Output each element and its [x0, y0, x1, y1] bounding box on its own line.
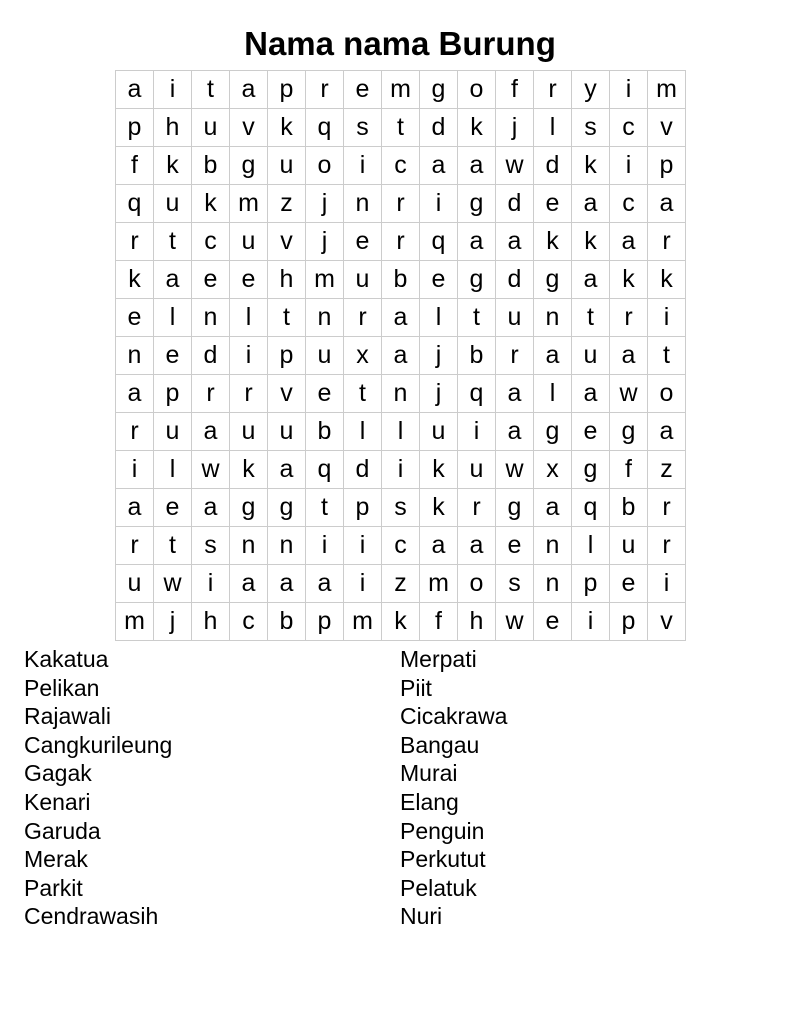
word-list-item: Rajawali [24, 703, 111, 730]
grid-cell[interactable]: r [496, 337, 534, 375]
grid-cell[interactable]: p [268, 71, 306, 109]
grid-cell[interactable]: m [648, 71, 686, 109]
grid-cell[interactable]: v [230, 109, 268, 147]
grid-cell[interactable]: d [420, 109, 458, 147]
grid-cell[interactable]: v [648, 603, 686, 641]
grid-cell[interactable]: y [572, 71, 610, 109]
grid-cell[interactable]: l [572, 527, 610, 565]
grid-cell[interactable]: n [306, 299, 344, 337]
grid-cell[interactable]: i [344, 147, 382, 185]
grid-cell[interactable]: u [230, 223, 268, 261]
grid-cell[interactable]: a [534, 489, 572, 527]
grid-cell[interactable]: q [306, 451, 344, 489]
grid-cell[interactable]: i [382, 451, 420, 489]
grid-cell[interactable]: a [116, 489, 154, 527]
grid-cell[interactable]: l [154, 299, 192, 337]
grid-cell[interactable]: e [610, 565, 648, 603]
grid-cell[interactable]: k [648, 261, 686, 299]
grid-cell[interactable]: p [154, 375, 192, 413]
grid-cell[interactable]: j [496, 109, 534, 147]
grid-cell[interactable]: k [230, 451, 268, 489]
grid-cell[interactable]: v [648, 109, 686, 147]
grid-cell[interactable]: j [154, 603, 192, 641]
grid-cell[interactable]: q [458, 375, 496, 413]
grid-cell[interactable]: k [572, 147, 610, 185]
grid-cell[interactable]: u [306, 337, 344, 375]
word-list-item: Gagak [24, 760, 92, 787]
grid-cell[interactable]: r [382, 223, 420, 261]
grid-cell[interactable]: t [268, 299, 306, 337]
grid-cell[interactable]: m [344, 603, 382, 641]
grid-cell[interactable]: j [306, 223, 344, 261]
grid-cell[interactable]: r [116, 223, 154, 261]
grid-cell[interactable]: p [572, 565, 610, 603]
grid-cell[interactable]: a [458, 527, 496, 565]
grid-cell[interactable]: t [192, 71, 230, 109]
grid-cell[interactable]: s [192, 527, 230, 565]
grid-cell[interactable]: a [420, 147, 458, 185]
grid-cell[interactable]: c [192, 223, 230, 261]
grid-cell[interactable]: a [572, 375, 610, 413]
grid-cell[interactable]: a [648, 413, 686, 451]
word-list-item: Pelatuk [400, 874, 477, 901]
grid-cell[interactable]: l [420, 299, 458, 337]
grid-cell[interactable]: o [306, 147, 344, 185]
grid-cell[interactable]: c [230, 603, 268, 641]
grid-cell[interactable]: c [382, 527, 420, 565]
grid-cell[interactable]: p [344, 489, 382, 527]
grid-cell[interactable]: t [458, 299, 496, 337]
grid-cell[interactable]: s [344, 109, 382, 147]
grid-cell[interactable]: m [306, 261, 344, 299]
grid-cell[interactable]: a [610, 223, 648, 261]
grid-cell[interactable]: t [306, 489, 344, 527]
grid-cell[interactable]: j [420, 337, 458, 375]
grid-cell[interactable]: x [534, 451, 572, 489]
grid-cell[interactable]: n [192, 299, 230, 337]
grid-cell[interactable]: i [648, 565, 686, 603]
grid-cell[interactable]: i [420, 185, 458, 223]
grid-cell[interactable]: b [192, 147, 230, 185]
grid-cell[interactable]: v [268, 223, 306, 261]
grid-cell[interactable]: i [458, 413, 496, 451]
grid-cell[interactable]: i [344, 527, 382, 565]
grid-cell[interactable]: i [648, 299, 686, 337]
grid-cell[interactable]: i [306, 527, 344, 565]
grid-cell[interactable]: q [306, 109, 344, 147]
grid-cell[interactable]: k [382, 603, 420, 641]
grid-cell[interactable]: r [534, 71, 572, 109]
grid-cell[interactable]: k [268, 109, 306, 147]
grid-cell[interactable]: a [268, 565, 306, 603]
grid-cell[interactable]: c [610, 185, 648, 223]
grid-cell[interactable]: g [610, 413, 648, 451]
grid-cell[interactable]: e [534, 185, 572, 223]
grid-cell[interactable]: i [610, 71, 648, 109]
grid-cell[interactable]: e [154, 337, 192, 375]
grid-cell[interactable]: u [116, 565, 154, 603]
grid-cell[interactable]: n [344, 185, 382, 223]
grid-cell[interactable]: a [192, 489, 230, 527]
word-list-left [24, 645, 172, 931]
grid-cell[interactable]: e [496, 527, 534, 565]
grid-cell[interactable]: u [192, 109, 230, 147]
grid-cell[interactable]: i [344, 565, 382, 603]
grid-cell[interactable]: e [192, 261, 230, 299]
grid-cell[interactable]: n [230, 527, 268, 565]
grid-cell[interactable]: a [230, 565, 268, 603]
grid-cell[interactable]: r [230, 375, 268, 413]
grid-cell[interactable]: m [420, 565, 458, 603]
grid-cell[interactable]: m [230, 185, 268, 223]
grid-cell[interactable]: b [268, 603, 306, 641]
grid-cell[interactable]: d [192, 337, 230, 375]
grid-cell[interactable]: w [154, 565, 192, 603]
grid-cell[interactable]: d [344, 451, 382, 489]
grid-cell[interactable]: r [648, 489, 686, 527]
word-search-grid [115, 70, 686, 641]
grid-cell[interactable]: k [154, 147, 192, 185]
grid-cell[interactable]: f [116, 147, 154, 185]
word-list-item: Merpati [400, 646, 477, 672]
grid-cell[interactable]: g [230, 147, 268, 185]
grid-cell[interactable]: e [344, 223, 382, 261]
grid-cell[interactable]: i [192, 565, 230, 603]
grid-cell[interactable]: e [306, 375, 344, 413]
grid-cell[interactable]: g [458, 261, 496, 299]
grid-cell[interactable]: i [572, 603, 610, 641]
grid-cell[interactable]: u [572, 337, 610, 375]
grid-cell[interactable]: p [648, 147, 686, 185]
grid-cell[interactable]: a [420, 527, 458, 565]
grid-cell[interactable]: o [458, 71, 496, 109]
grid-cell[interactable]: n [268, 527, 306, 565]
grid-cell[interactable]: e [230, 261, 268, 299]
grid-cell[interactable]: r [458, 489, 496, 527]
grid-cell[interactable]: i [116, 451, 154, 489]
grid-cell[interactable]: l [344, 413, 382, 451]
grid-cell[interactable]: b [610, 489, 648, 527]
grid-cell[interactable]: g [534, 261, 572, 299]
grid-cell[interactable]: m [382, 71, 420, 109]
grid-cell[interactable]: n [534, 527, 572, 565]
grid-cell[interactable]: s [382, 489, 420, 527]
grid-cell[interactable]: n [116, 337, 154, 375]
grid-cell[interactable]: r [648, 527, 686, 565]
grid-cell[interactable]: c [382, 147, 420, 185]
grid-cell[interactable]: z [382, 565, 420, 603]
grid-cell[interactable]: t [382, 109, 420, 147]
grid-cell[interactable]: s [496, 565, 534, 603]
grid-cell[interactable]: q [420, 223, 458, 261]
grid-cell[interactable]: l [534, 375, 572, 413]
grid-cell[interactable]: e [116, 299, 154, 337]
word-list-item: Murai [400, 760, 458, 787]
grid-cell[interactable]: j [420, 375, 458, 413]
grid-cell[interactable]: q [116, 185, 154, 223]
grid-cell[interactable]: g [420, 71, 458, 109]
grid-cell[interactable]: r [116, 413, 154, 451]
grid-cell[interactable]: x [344, 337, 382, 375]
grid-cell[interactable]: f [496, 71, 534, 109]
grid-cell[interactable]: a [458, 147, 496, 185]
word-list-item: Bangau [400, 731, 480, 758]
grid-cell[interactable]: s [572, 109, 610, 147]
word-list-item: Perkutut [400, 846, 486, 873]
grid-cell[interactable]: k [572, 223, 610, 261]
grid-cell[interactable]: r [344, 299, 382, 337]
grid-cell[interactable]: e [572, 413, 610, 451]
grid-cell[interactable]: k [534, 223, 572, 261]
grid-cell[interactable]: e [420, 261, 458, 299]
grid-cell[interactable]: b [306, 413, 344, 451]
grid-cell[interactable]: a [496, 223, 534, 261]
grid-cell[interactable]: d [496, 261, 534, 299]
grid-cell[interactable]: e [344, 71, 382, 109]
grid-cell[interactable]: t [344, 375, 382, 413]
grid-cell[interactable]: w [192, 451, 230, 489]
grid-cell[interactable]: u [610, 527, 648, 565]
grid-cell[interactable]: a [116, 375, 154, 413]
grid-cell[interactable]: a [496, 375, 534, 413]
grid-cell[interactable]: g [496, 489, 534, 527]
grid-cell[interactable]: u [268, 413, 306, 451]
grid-cell[interactable]: a [192, 413, 230, 451]
grid-cell[interactable]: e [534, 603, 572, 641]
grid-cell[interactable]: i [154, 71, 192, 109]
word-list-item: Nuri [400, 903, 443, 930]
grid-cell[interactable]: c [610, 109, 648, 147]
grid-cell[interactable]: g [534, 413, 572, 451]
grid-cell[interactable]: a [230, 71, 268, 109]
grid-cell[interactable]: u [344, 261, 382, 299]
grid-cell[interactable]: a [572, 261, 610, 299]
grid-cell[interactable]: n [382, 375, 420, 413]
grid-cell[interactable]: g [230, 489, 268, 527]
word-list-item: Piit [400, 674, 432, 701]
grid-cell[interactable]: p [116, 109, 154, 147]
grid-cell[interactable]: r [116, 527, 154, 565]
grid-cell[interactable]: a [648, 185, 686, 223]
grid-cell[interactable]: u [496, 299, 534, 337]
grid-cell[interactable]: a [382, 299, 420, 337]
word-list-item: Cicakrawa [400, 703, 508, 730]
grid-cell[interactable]: t [154, 223, 192, 261]
puzzle-title: Nama nama Burung [244, 25, 556, 62]
grid-cell[interactable]: i [230, 337, 268, 375]
grid-cell[interactable]: a [382, 337, 420, 375]
grid-cell[interactable]: i [610, 147, 648, 185]
grid-cell[interactable]: a [306, 565, 344, 603]
word-list-item: Cendrawasih [24, 903, 159, 930]
grid-cell[interactable]: a [116, 71, 154, 109]
grid-cell[interactable]: r [192, 375, 230, 413]
grid-cell[interactable]: z [268, 185, 306, 223]
grid-cell[interactable]: t [572, 299, 610, 337]
word-list-item: Penguin [400, 817, 485, 844]
grid-cell[interactable]: a [610, 337, 648, 375]
grid-cell[interactable]: r [610, 299, 648, 337]
grid-cell[interactable]: j [306, 185, 344, 223]
grid-cell[interactable]: r [648, 223, 686, 261]
grid-cell[interactable]: t [154, 527, 192, 565]
grid-cell[interactable]: w [610, 375, 648, 413]
grid-cell[interactable]: b [382, 261, 420, 299]
grid-cell[interactable]: d [496, 185, 534, 223]
word-list-item: Pelikan [24, 674, 100, 701]
word-list-item: Merak [24, 846, 88, 873]
word-list-item: Cangkurileung [24, 731, 173, 758]
grid-cell[interactable]: a [154, 261, 192, 299]
grid-cell[interactable]: f [610, 451, 648, 489]
grid-cell[interactable]: r [382, 185, 420, 223]
word-list-item: Elang [400, 788, 459, 815]
word-list-item: Parkit [24, 874, 83, 901]
word-list-item: Garuda [24, 817, 101, 844]
grid-cell[interactable]: f [420, 603, 458, 641]
grid-cell[interactable]: l [534, 109, 572, 147]
grid-cell[interactable]: d [534, 147, 572, 185]
grid-cell[interactable]: z [648, 451, 686, 489]
grid-cell[interactable]: k [610, 261, 648, 299]
grid-cell[interactable]: o [648, 375, 686, 413]
grid-cell[interactable]: v [268, 375, 306, 413]
grid-cell[interactable]: u [154, 413, 192, 451]
grid-cell[interactable]: o [458, 565, 496, 603]
grid-cell[interactable]: r [306, 71, 344, 109]
word-list-item: Kenari [24, 788, 91, 815]
grid-cell[interactable]: u [458, 451, 496, 489]
grid-cell[interactable]: k [420, 451, 458, 489]
grid-cell[interactable]: k [458, 109, 496, 147]
grid-cell[interactable]: n [534, 299, 572, 337]
grid-cell[interactable]: q [572, 489, 610, 527]
grid-cell[interactable]: a [268, 451, 306, 489]
grid-cell[interactable]: p [610, 603, 648, 641]
grid-cell[interactable]: k [420, 489, 458, 527]
grid-cell[interactable]: l [230, 299, 268, 337]
grid-cell[interactable]: b [458, 337, 496, 375]
grid-cell[interactable]: u [154, 185, 192, 223]
grid-cell[interactable]: g [268, 489, 306, 527]
grid-cell[interactable]: h [192, 603, 230, 641]
grid-cell[interactable]: w [496, 603, 534, 641]
grid-cell[interactable]: l [154, 451, 192, 489]
grid-cell[interactable]: t [648, 337, 686, 375]
grid-cell[interactable]: m [116, 603, 154, 641]
grid-cell[interactable]: a [572, 185, 610, 223]
grid-cell[interactable]: e [154, 489, 192, 527]
grid-cell[interactable]: u [230, 413, 268, 451]
grid-cell[interactable]: g [572, 451, 610, 489]
word-list-right [400, 645, 507, 931]
grid-cell[interactable]: u [420, 413, 458, 451]
grid-cell[interactable]: g [458, 185, 496, 223]
grid-cell[interactable]: p [306, 603, 344, 641]
grid-cell[interactable]: k [192, 185, 230, 223]
grid-cell[interactable]: p [268, 337, 306, 375]
grid-cell[interactable]: a [458, 223, 496, 261]
word-list-item: Kakatua [24, 646, 109, 672]
grid-cell[interactable]: a [534, 337, 572, 375]
grid-cell[interactable]: k [116, 261, 154, 299]
grid-cell[interactable]: w [496, 147, 534, 185]
grid-cell[interactable]: h [458, 603, 496, 641]
grid-cell[interactable]: u [268, 147, 306, 185]
grid-cell[interactable]: a [496, 413, 534, 451]
grid-cell[interactable]: l [382, 413, 420, 451]
grid-cell[interactable]: w [496, 451, 534, 489]
grid-cell[interactable]: h [154, 109, 192, 147]
grid-cell[interactable]: h [268, 261, 306, 299]
grid-cell[interactable]: n [534, 565, 572, 603]
